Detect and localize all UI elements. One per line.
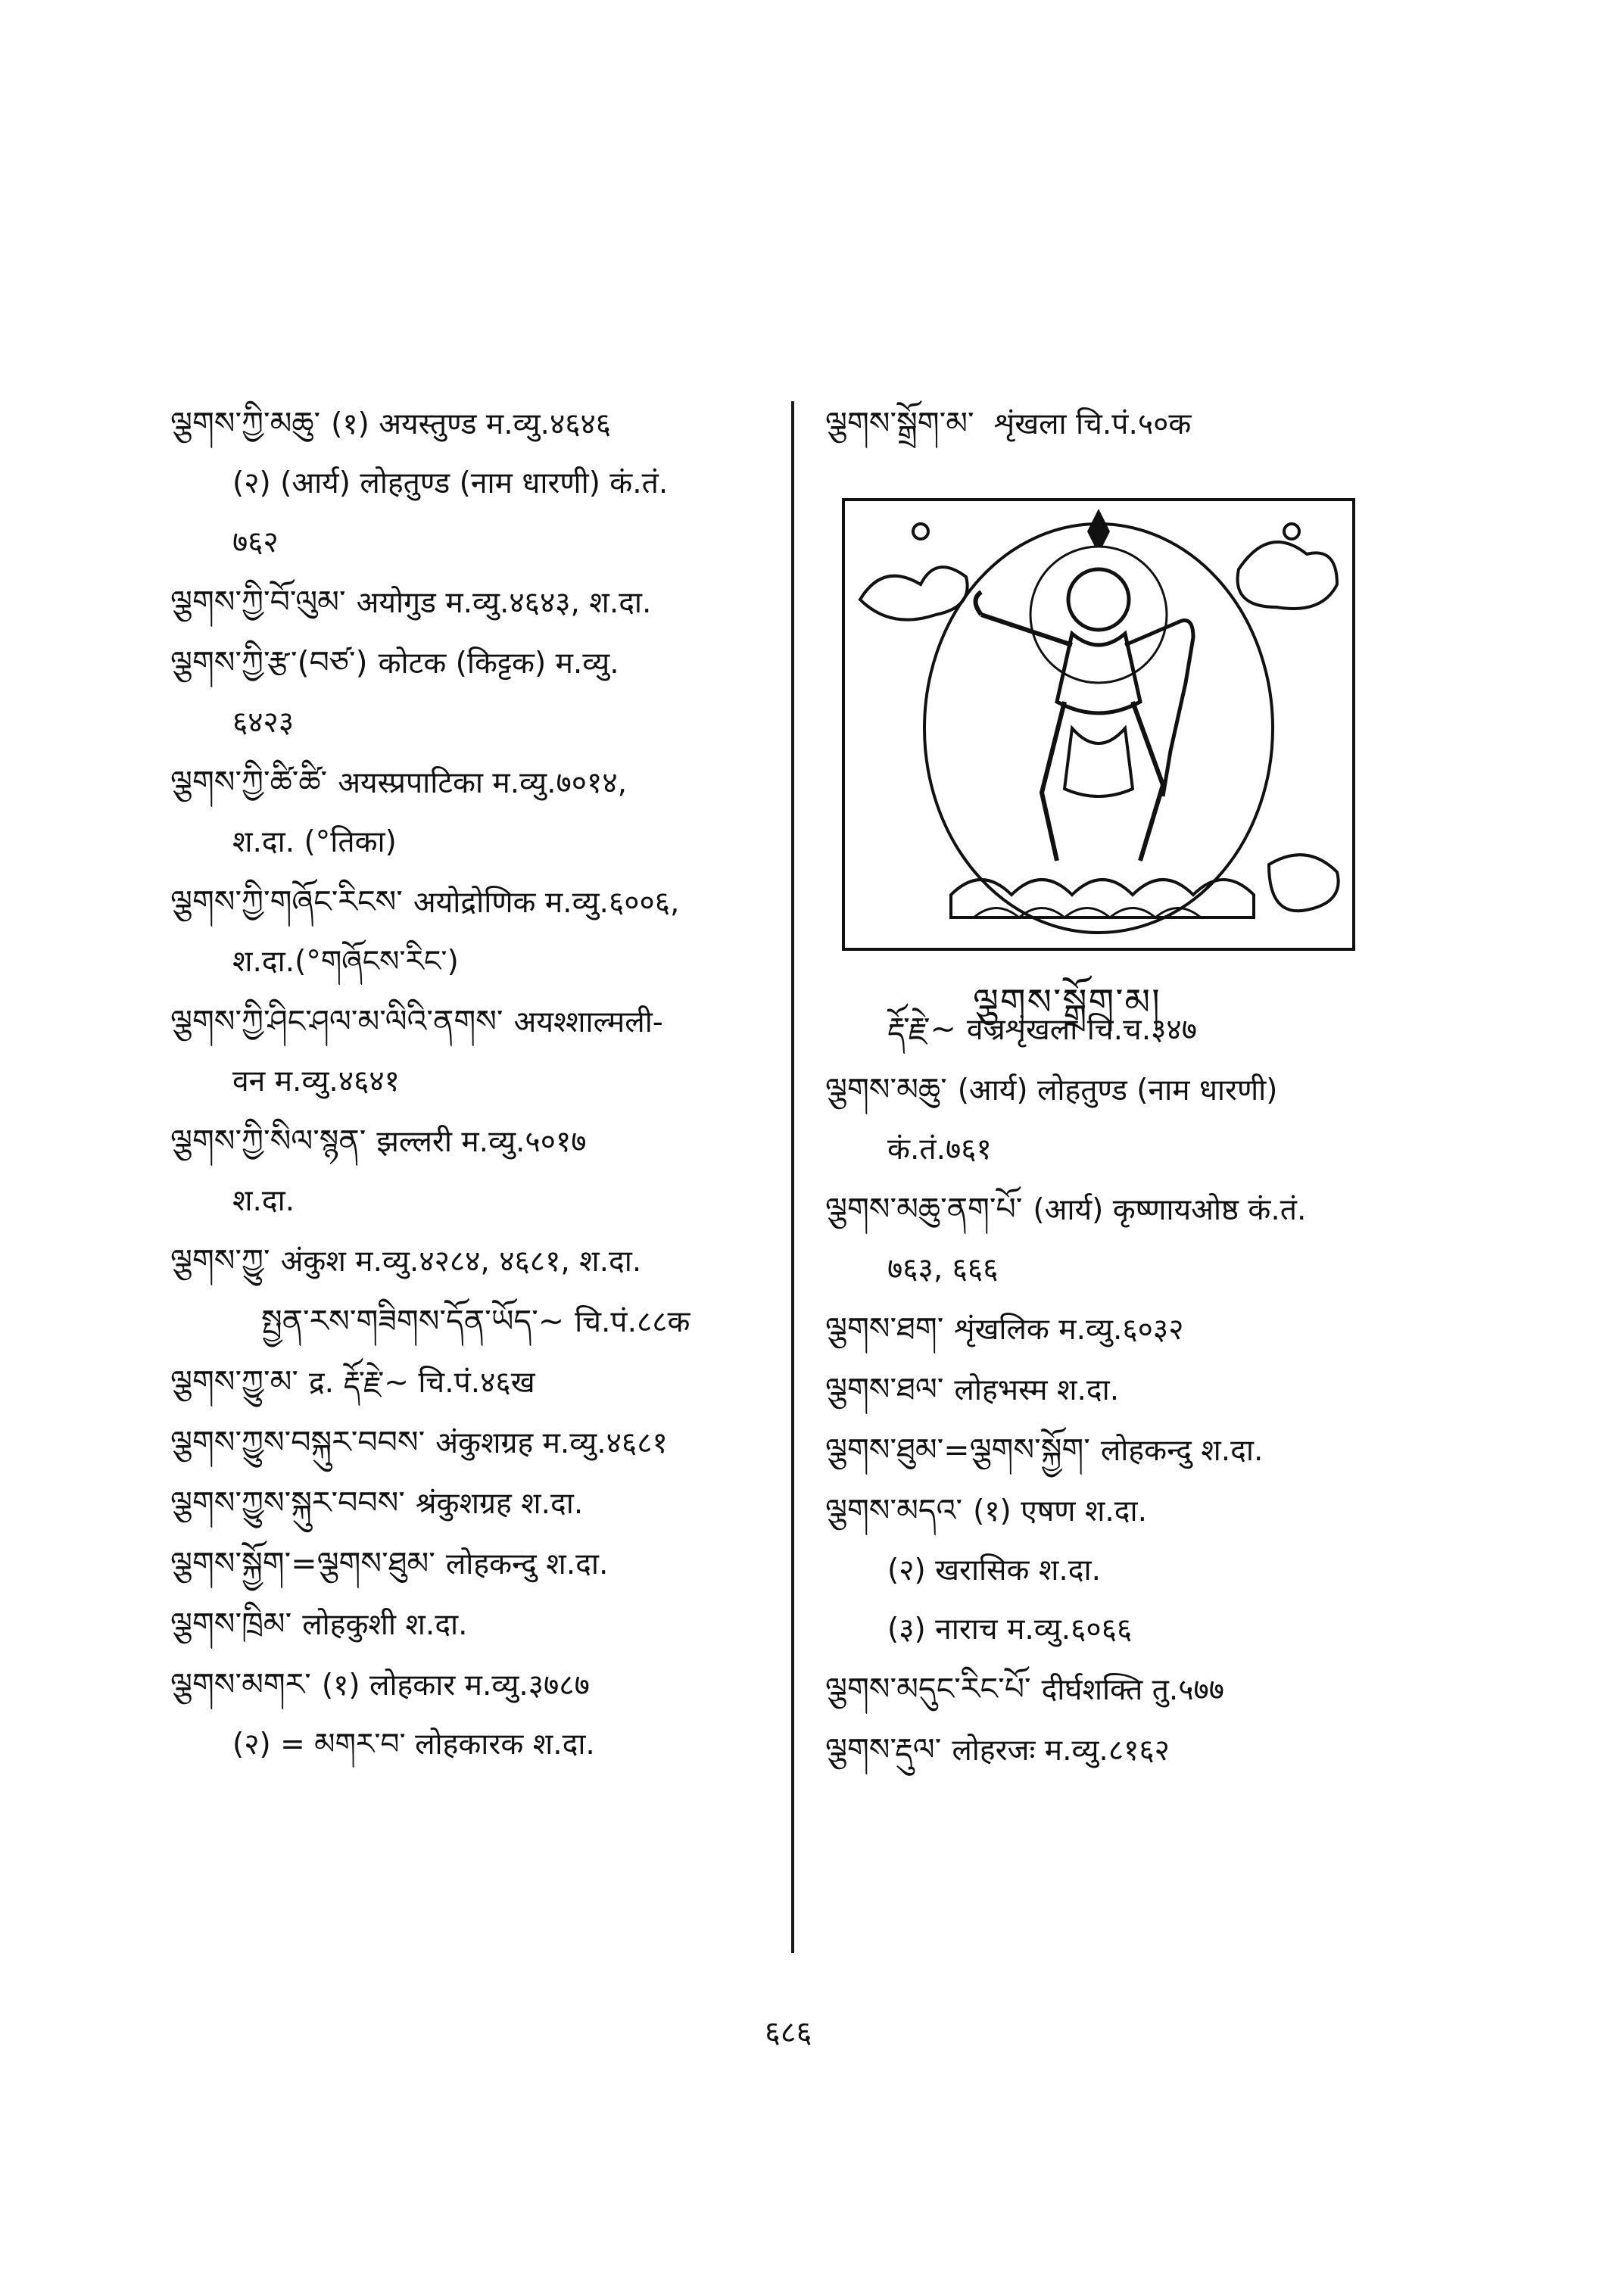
definition: (आर्य) लोहतुण्ड (नाम धारणी) [957,1073,1278,1108]
dictionary-entry [170,933,776,992]
definition: अयोगुड म.व्यु.४६४३, श.दा. [356,586,652,620]
tibetan-term: ལྕགས་ཐུམ་=ལྕགས་སྐྱོག་ [825,1432,1090,1468]
dictionary-entry [170,633,776,693]
definition: दीर्घशक्ति तु.५७७ [1041,1673,1225,1707]
tibetan-term: ལྕགས་ཀྱི་ཤིང་ཤལ་མ་ལིའི་ནགས་ [170,1003,503,1039]
definition: कं.तं.७६१ [887,1132,992,1167]
tibetan-term: ལྕགས་མདའ་ [825,1492,963,1528]
deity-illustration [842,498,1355,951]
dictionary-entry [170,992,776,1052]
tibetan-term: སྤྱན་རས་གཟིགས་དོན་ཡོད་~ [261,1303,565,1339]
tibetan-term: ལྕགས་ཀྱི་མཆུ་ [170,405,321,441]
definition: लोहरजः म.व्यु.८१६२ [952,1734,1170,1768]
dictionary-entry [170,1231,776,1291]
tibetan-term: ལྕགས་ཀྱུ་མ་ [170,1363,298,1400]
tibetan-term: ལྕགས་ཀྱུས་སྐུར་བབས་ [170,1485,405,1521]
definition: झल्लरी म.व्यु.५०१७ [376,1125,587,1159]
definition: श.दा. [232,1184,295,1218]
definition: लोहकन्दु श.दा. [445,1547,609,1581]
definition: लोहकुशी श.दा. [302,1608,468,1642]
definition: (१) एषण श.दा. [973,1494,1147,1528]
tibetan-term: ལྕགས་མཆུ་ནག་པོ་ [825,1191,1023,1227]
definition: शृंखलिक म.व्यु.६०३२ [954,1313,1184,1347]
dictionary-entry [170,693,776,752]
tibetan-term: ལྕགས་ཀྱི་ཚི་ཚི་ [170,764,328,800]
definition: श्रंकुशग्रह श.दा. [415,1487,584,1521]
right-entries [825,999,1476,1781]
definition: ७६३, ६६६ [887,1252,999,1286]
dictionary-entry [170,1291,776,1352]
dictionary-entry [825,1360,1476,1420]
definition: (१) अयस्तुण्ड म.व्यु.४६४६ [331,407,612,441]
dictionary-entry [825,1600,1476,1659]
definition: (३) नाराच म.व्यु.६०६६ [887,1612,1133,1647]
dictionary-entry [825,1299,1476,1360]
definition: लोहकन्दु श.दा. [1100,1434,1264,1468]
dictionary-entry [170,813,776,872]
definition: चि.पं.८८क [575,1305,690,1339]
definition: (२) (आर्य) लोहतुण्ड (नाम धारणी) कं.तं. [232,466,669,500]
dictionary-entry [825,1481,1476,1541]
dictionary-entry [170,752,776,813]
dictionary-entry [825,1659,1476,1720]
dictionary-entry [170,1655,776,1715]
dictionary-entry [170,1052,776,1111]
entry-top [825,394,1476,454]
dictionary-entry [170,872,776,933]
dictionary-entry [170,1594,776,1655]
dictionary-entry [170,1111,776,1172]
tibetan-term: ལྕགས་རྡུལ་ [825,1731,942,1768]
definition: ६४२३ [232,706,295,740]
tibetan-term: ལྕགས་མགར་ [170,1666,311,1703]
tibetan-term: ལྕགས་ཀྱི་རྩ་(བཙ་) [170,644,368,681]
definition: अयोद्रोणिक म.व्यु.६००६, [413,886,680,920]
deity-drawing [845,501,1352,948]
definition: (२) खरासिक श.दा. [887,1553,1101,1587]
tibetan-term: ལྕགས་ཀྱི་བོ་ལུམ་ [170,584,346,620]
dictionary-entry [170,1172,776,1231]
definition: लोहभस्म श.दा. [954,1373,1120,1407]
tibetan-term: ལྕགས་ཁྲིམ་ [170,1606,292,1642]
dictionary-entry [825,1720,1476,1781]
tibetan-term: ལྕགས་ཀྱུས་བསྐུར་བབས་ [170,1424,425,1460]
definition: अंकुश म.व्यु.४२८४, ४६८१, श.दा. [280,1245,642,1279]
figure-caption: ལྕགས་སྒྲོག་མ། [973,981,1161,1023]
definition: अयश्शाल्मली- [513,1005,663,1039]
definition: अयस्प्रपाटिका म.व्यु.७०१४, [338,766,628,800]
tibetan-term: ལྕགས་ཐག་ [825,1310,944,1347]
tibetan-term: ལྕགས་སྐྱོག་=ལྕགས་ཐུམ་ [170,1545,435,1581]
dictionary-entry [170,1473,776,1534]
dictionary-entry [170,394,776,454]
dictionary-entry [825,1240,1476,1299]
tibetan-term: རྡོ་རྗེ་~ [887,1011,956,1047]
definition: श.दा. (°तिका) [232,825,397,859]
dictionary-entry [170,513,776,572]
definition: अंकुशग्रह म.व्यु.४६८१ [435,1426,668,1460]
dictionary-entry [825,1179,1476,1240]
dictionary-entry [825,1060,1476,1120]
column-divider [791,401,794,1953]
definition: वन म.व्यु.४६४१ [232,1064,400,1098]
definition: (आर्य) कृष्णायओष्ठ कं.तं. [1033,1193,1307,1227]
definition: द्र. རྡོ་རྗེ་~ चि.पं.४६ख [308,1366,535,1400]
tibetan-term: ལྕགས་མདུང་རིང་པོ་ [825,1671,1031,1707]
definition: कोटक (किट्टक) म.व्यु. [378,646,619,681]
dictionary-entry [170,572,776,633]
figure-block [825,454,1476,1023]
dictionary-entry [825,1541,1476,1600]
dictionary-entry [825,1420,1476,1481]
dictionary-entry [170,1715,776,1774]
definition: वज्रशृंखला चि.च.३४७ [966,1013,1197,1047]
right-column [825,394,1476,1781]
dictionary-entry [170,454,776,513]
dictionary-entry [170,1534,776,1594]
definition: (२) = མགར་བ་ लोहकारक श.दा. [232,1728,595,1762]
tibetan-term: ལྕགས་སྒྲོག་མ་ [825,405,974,441]
tibetan-term: ལྕགས་ཀྱུ་ [170,1242,270,1279]
page-number: ६८६ [765,2015,812,2050]
tibetan-term: ལྕགས་ཀྱི་སིལ་སྙན་ [170,1123,366,1159]
dictionary-entry [825,1120,1476,1179]
definition: ७६२ [232,525,279,559]
dictionary-entry [170,1413,776,1473]
definition: (१) लोहकार म.व्यु.३७८७ [321,1668,590,1703]
definition: श.दा.(°གཞོངས་རིང་) [232,945,459,979]
tibetan-term: ལྕགས་ཐལ་ [825,1371,944,1407]
tibetan-term: ལྕགས་ཀྱི་གཞོང་རིངས་ [170,883,403,920]
definition: शृंखला चि.पं.५०क [994,407,1192,441]
left-column [170,394,776,1774]
tibetan-term: ལྕགས་མཆུ་ [825,1071,947,1108]
dictionary-entry [170,1352,776,1413]
